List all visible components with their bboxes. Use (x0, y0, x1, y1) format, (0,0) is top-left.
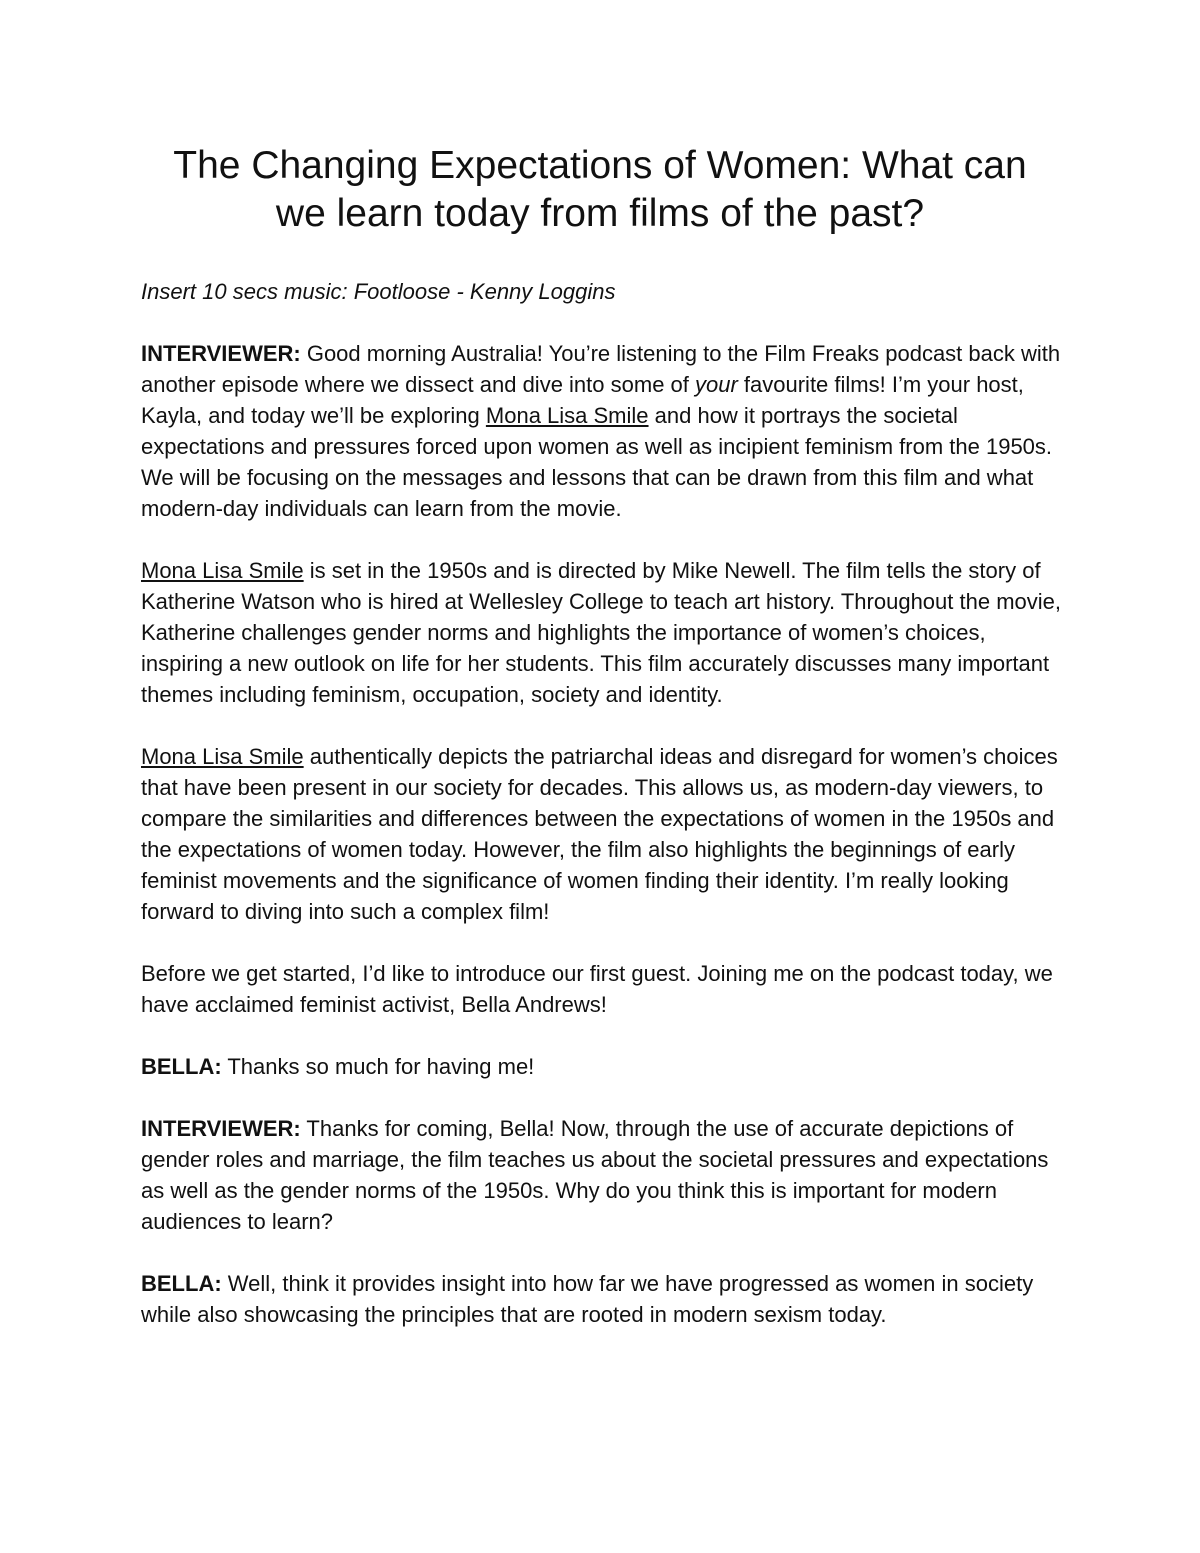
music-note (141, 276, 1061, 307)
film-title: Mona Lisa Smile (485, 403, 649, 428)
paragraph-film-depiction (141, 741, 1061, 927)
document-body (141, 276, 1061, 1330)
paragraph-text: Thanks for coming, Bella! Now, through the use of accurate depictions of gender roles and marriage, the film teaches us about the societal pressures and expectations as well as the gender norms of the 1950s. Why do you think this is important for modern audiences to learn? (141, 1116, 1049, 1234)
music-note-text: Insert 10 secs music: Footloose - Kenny Loggins (141, 279, 616, 304)
paragraph-text: and how it portrays the societal expectations and pressures forced upon women as well as incipient feminism from the 1950s. We will be focusing on the messages and lessons that can be drawn from this film and what modern-day individuals can learn from the movie. (141, 403, 1053, 521)
emphasis-text: your (695, 372, 738, 397)
paragraph-text: authentically depicts the patriarchal ideas and disregard for women’s choices that have been present in our society for decades. This allows us, as modern-day viewers, to compare the similarities and differences between the expectations of women in the 1950s and the expectations of women today. However, the film also highlights the beginnings of early feminist movements and the significance of women finding their identity. I’m really looking forward to diving into such a complex film! (141, 744, 1058, 924)
film-title: Mona Lisa Smile (141, 744, 304, 769)
speaker-label: INTERVIEWER: (141, 1116, 301, 1141)
paragraph-text: Before we get started, I’d like to introduce our first guest. Joining me on the podcast today, we have acclaimed feminist activist, Bella Andrews! (141, 961, 1053, 1017)
document-title (100, 142, 1100, 238)
title-line-1: The Changing Expectations of Women: What can (173, 144, 1027, 187)
paragraph-text: Good morning Australia! You’re listening to the Film Freaks podcast back with another episode where we dissect and dive into some of (141, 341, 1061, 397)
paragraph-bella-answer (141, 1268, 1061, 1330)
speaker-label: INTERVIEWER: (141, 341, 301, 366)
film-title: Mona Lisa Smile (141, 558, 304, 583)
paragraph-text: Thanks so much for having me! (221, 1054, 535, 1079)
paragraph-film-overview (141, 555, 1061, 710)
paragraph-text: Well, think it provides insight into how far we have progressed as women in society while also showcasing the principles that are rooted in modern sexism today. (141, 1271, 1034, 1327)
paragraph-interviewer-question (141, 1113, 1061, 1237)
paragraph-text: is set in the 1950s and is directed by Mike Newell. The film tells the story of Katherine Watson who is hired at Wellesley College to teach art history. Throughout the movie, Katherine challenges gender norms and highlights the importance of women’s choices, inspiring a new outlook on life for her students. This film accurately discusses many important themes including feminism, occupation, society and identity. (141, 558, 1061, 707)
speaker-label: BELLA: (141, 1054, 222, 1079)
paragraph-guest-intro (141, 958, 1061, 1020)
paragraph-interviewer-intro (141, 338, 1061, 524)
title-line-2: we learn today from films of the past? (275, 192, 925, 235)
paragraph-bella-thanks (141, 1051, 1061, 1082)
speaker-label: BELLA: (141, 1271, 222, 1296)
paragraph-text: favourite films! I’m your host, Kayla, and today we’ll be exploring (141, 372, 1024, 428)
